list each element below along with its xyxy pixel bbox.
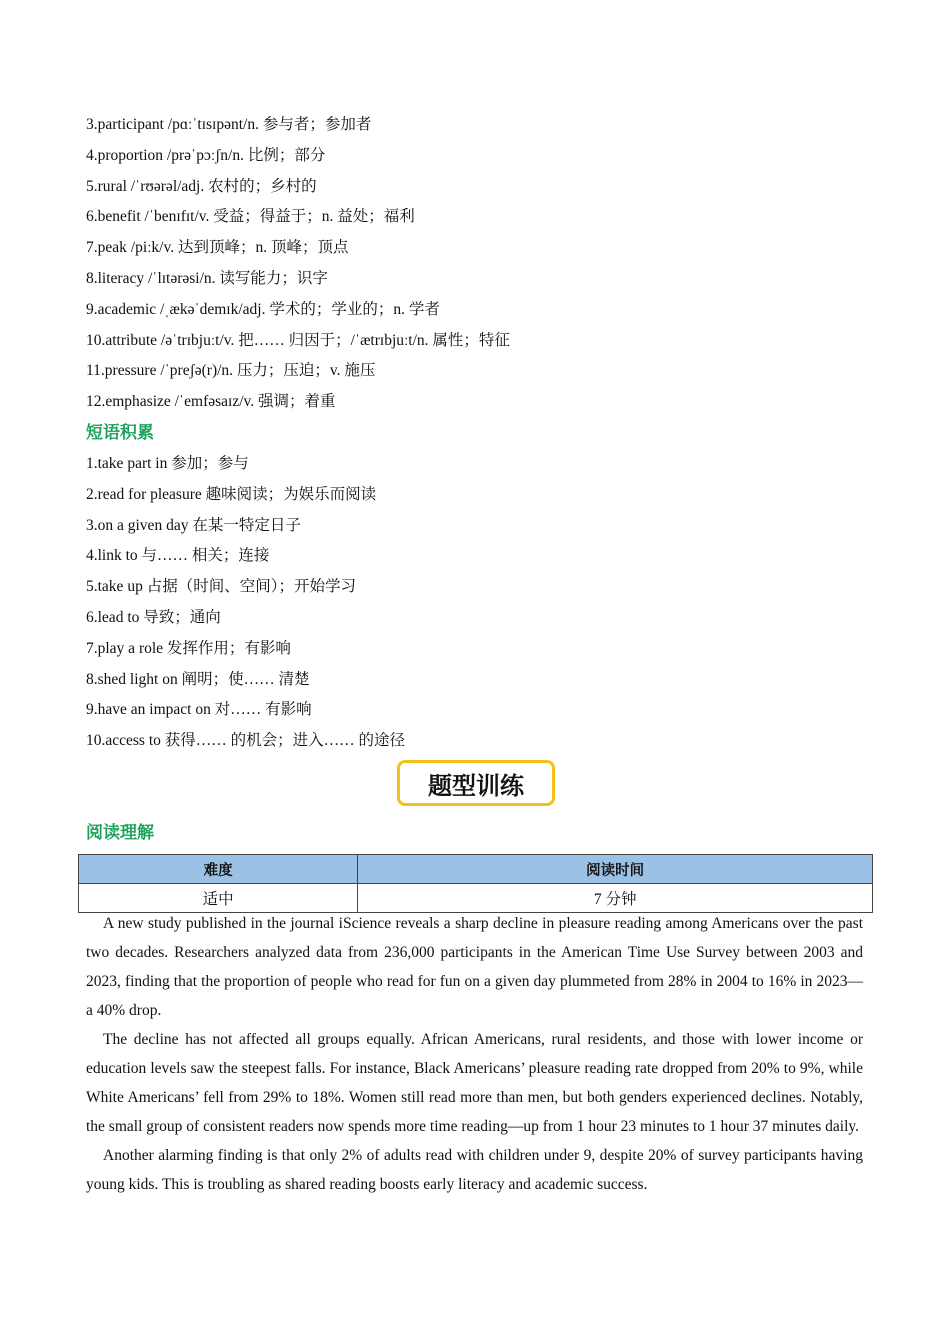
vocab-item: 12.emphasize /ˈemfəsaɪz/v. 强调；着重 bbox=[86, 393, 336, 411]
table-header-difficulty: 难度 bbox=[79, 855, 358, 884]
vocab-item: 10.attribute /əˈtrɪbjuːt/v. 把…… 归因于；/ˈætrɪbjuːt/n. 属性；特征 bbox=[86, 331, 510, 349]
passage-paragraph: A new study published in the journal iScience reveals a sharp decline in pleasure reading among Americans over the past two decades. Researchers analyzed data from 236,000 participants in the American Time Use Survey between 2003 and 2023, finding that the proportion of people who read for fun on a given day plummeted from 28% in 2004 to 16% in 2023—a 40% drop. bbox=[86, 915, 863, 1019]
vocab-item: 9.academic /ˌækəˈdemɪk/adj. 学术的；学业的；n. 学者 bbox=[86, 300, 440, 318]
phrases-list bbox=[86, 449, 866, 757]
vocab-item: 7.peak /piːk/v. 达到顶峰；n. 顶峰；顶点 bbox=[86, 239, 349, 257]
difficulty-table bbox=[78, 854, 873, 913]
phrase-item: 2.read for pleasure 趣味阅读；为娱乐而阅读 bbox=[86, 485, 377, 503]
phrase-item: 10.access to 获得…… 的机会；进入…… 的途径 bbox=[86, 732, 406, 750]
phrase-item: 9.have an impact on 对…… 有影响 bbox=[86, 701, 312, 719]
reading-heading: 阅读理解 bbox=[86, 823, 154, 843]
phrase-item: 8.shed light on 阐明；使…… 清楚 bbox=[86, 670, 310, 688]
passage-paragraph: The decline has not affected all groups equally. African Americans, rural residents, and those with lower income or education levels saw the steepest falls. For instance, Black Americans’ pleasure reading rate dropped from 20% to 9%, while White Americans’ fell from 29% to 18%. Women still read more than men, but both genders experienced declines. Notably, the small group of consistent readers now spends more time reading—up from 1 hour 23 minutes to 1 hour 37 minutes daily. bbox=[86, 1031, 863, 1135]
passage-paragraph: Another alarming finding is that only 2% of adults read with children under 9, despite 20% of survey participants having young kids. This is troubling as shared reading boosts early literacy and academic success. bbox=[86, 1147, 863, 1193]
vocab-item: 3.participant /pɑːˈtɪsɪpənt/n. 参与者；参加者 bbox=[86, 116, 372, 133]
reading-time-value: 7 分钟 bbox=[358, 884, 873, 913]
reading-passage bbox=[86, 909, 863, 1199]
vocab-item: 8.literacy /ˈlɪtərəsi/n. 读写能力；识字 bbox=[86, 269, 328, 287]
phrase-item: 1.take part in 参加；参与 bbox=[86, 455, 249, 472]
phrase-item: 6.lead to 导致；通向 bbox=[86, 608, 221, 626]
vocab-item: 11.pressure /ˈpreʃə(r)/n. 压力；压迫；v. 施压 bbox=[86, 362, 376, 380]
vocab-item: 6.benefit /ˈbenɪfɪt/v. 受益；得益于；n. 益处；福利 bbox=[86, 208, 415, 226]
phrases-heading: 短语积累 bbox=[86, 422, 154, 443]
table-header-reading-time: 阅读时间 bbox=[358, 855, 873, 884]
vocab-item: 4.proportion /prəˈpɔːʃn/n. 比例；部分 bbox=[86, 146, 326, 164]
phrase-item: 4.link to 与…… 相关；连接 bbox=[86, 547, 270, 565]
table-header-row bbox=[79, 855, 873, 884]
phrase-item: 3.on a given day 在某一特定日子 bbox=[86, 516, 301, 534]
vocab-item: 5.rural /ˈrʊərəl/adj. 农村的；乡村的 bbox=[86, 177, 317, 195]
section-banner: 题型训练 bbox=[397, 760, 555, 806]
difficulty-value: 适中 bbox=[79, 884, 358, 913]
phrase-item: 5.take up 占据（时间、空间）；开始学习 bbox=[86, 578, 356, 596]
phrase-item: 7.play a role 发挥作用；有影响 bbox=[86, 639, 291, 657]
vocabulary-list bbox=[86, 110, 866, 449]
